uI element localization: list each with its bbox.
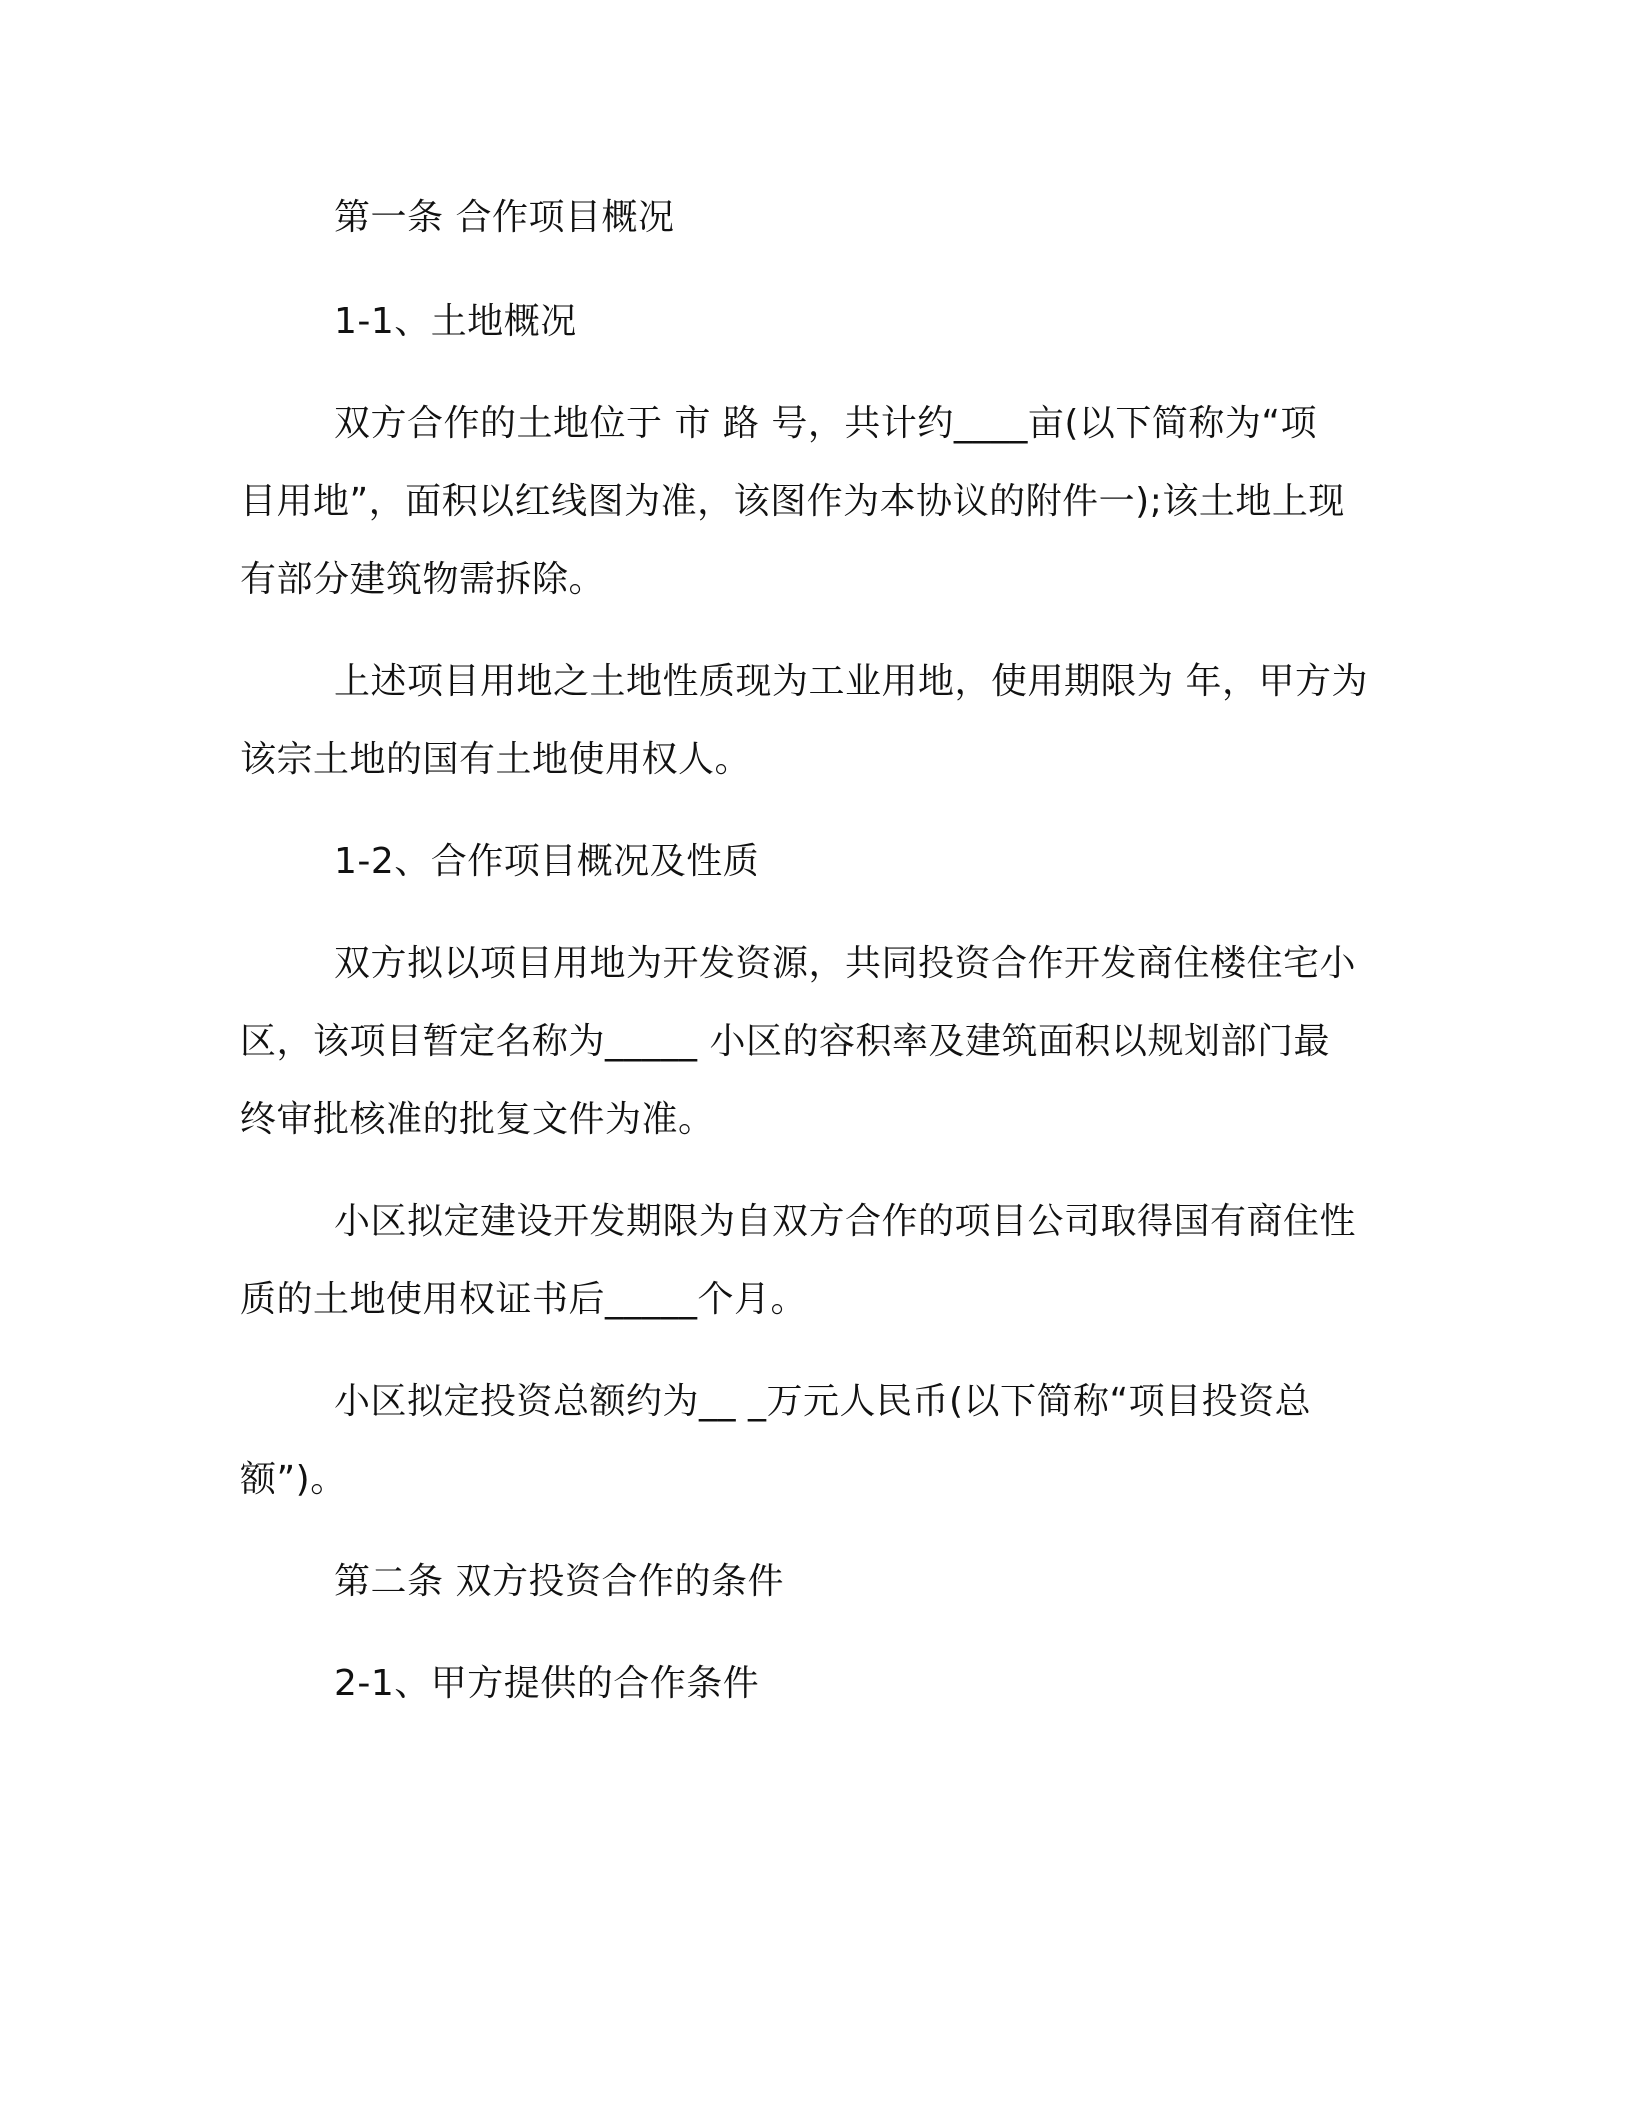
project-desc-line-2: 区，该项目暂定名称为_____ 小区的容积率及建筑面积以规划部门最 [240,1021,1330,1062]
investment-line-1: 小区拟定投资总额约为__ _万元人民币(以下简称“项目投资总 [334,1381,1312,1422]
section-1-2-heading: 1-2、合作项目概况及性质 [334,841,760,882]
land-nature-line-1: 上述项目用地之土地性质现为工业用地，使用期限为 年，甲方为 [334,661,1368,702]
land-location-line-3: 有部分建筑物需拆除。 [240,559,606,600]
section-1-1-heading: 1-1、土地概况 [334,301,577,342]
land-nature-line-2: 该宗土地的国有土地使用权人。 [240,739,752,780]
project-desc-line-3: 终审批核准的批复文件为准。 [240,1099,715,1140]
investment-line-2: 额”)。 [240,1459,347,1500]
dev-period-line-2: 质的土地使用权证书后_____个月。 [240,1279,808,1320]
section-2-1-heading: 2-1、甲方提供的合作条件 [334,1663,760,1704]
article-1-heading: 第一条 合作项目概况 [334,197,675,238]
project-desc-line-1: 双方拟以项目用地为开发资源，共同投资合作开发商住楼住宅小 [334,943,1357,984]
article-2-heading: 第二条 双方投资合作的条件 [334,1561,784,1602]
land-location-line-2: 目用地”，面积以红线图为准，该图作为本协议的附件一);该土地上现 [240,481,1345,522]
dev-period-line-1: 小区拟定建设开发期限为自双方合作的项目公司取得国有商住性 [334,1201,1357,1242]
land-location-line-1: 双方合作的土地位于 市 路 号，共计约____亩(以下简称为“项 [334,403,1318,444]
